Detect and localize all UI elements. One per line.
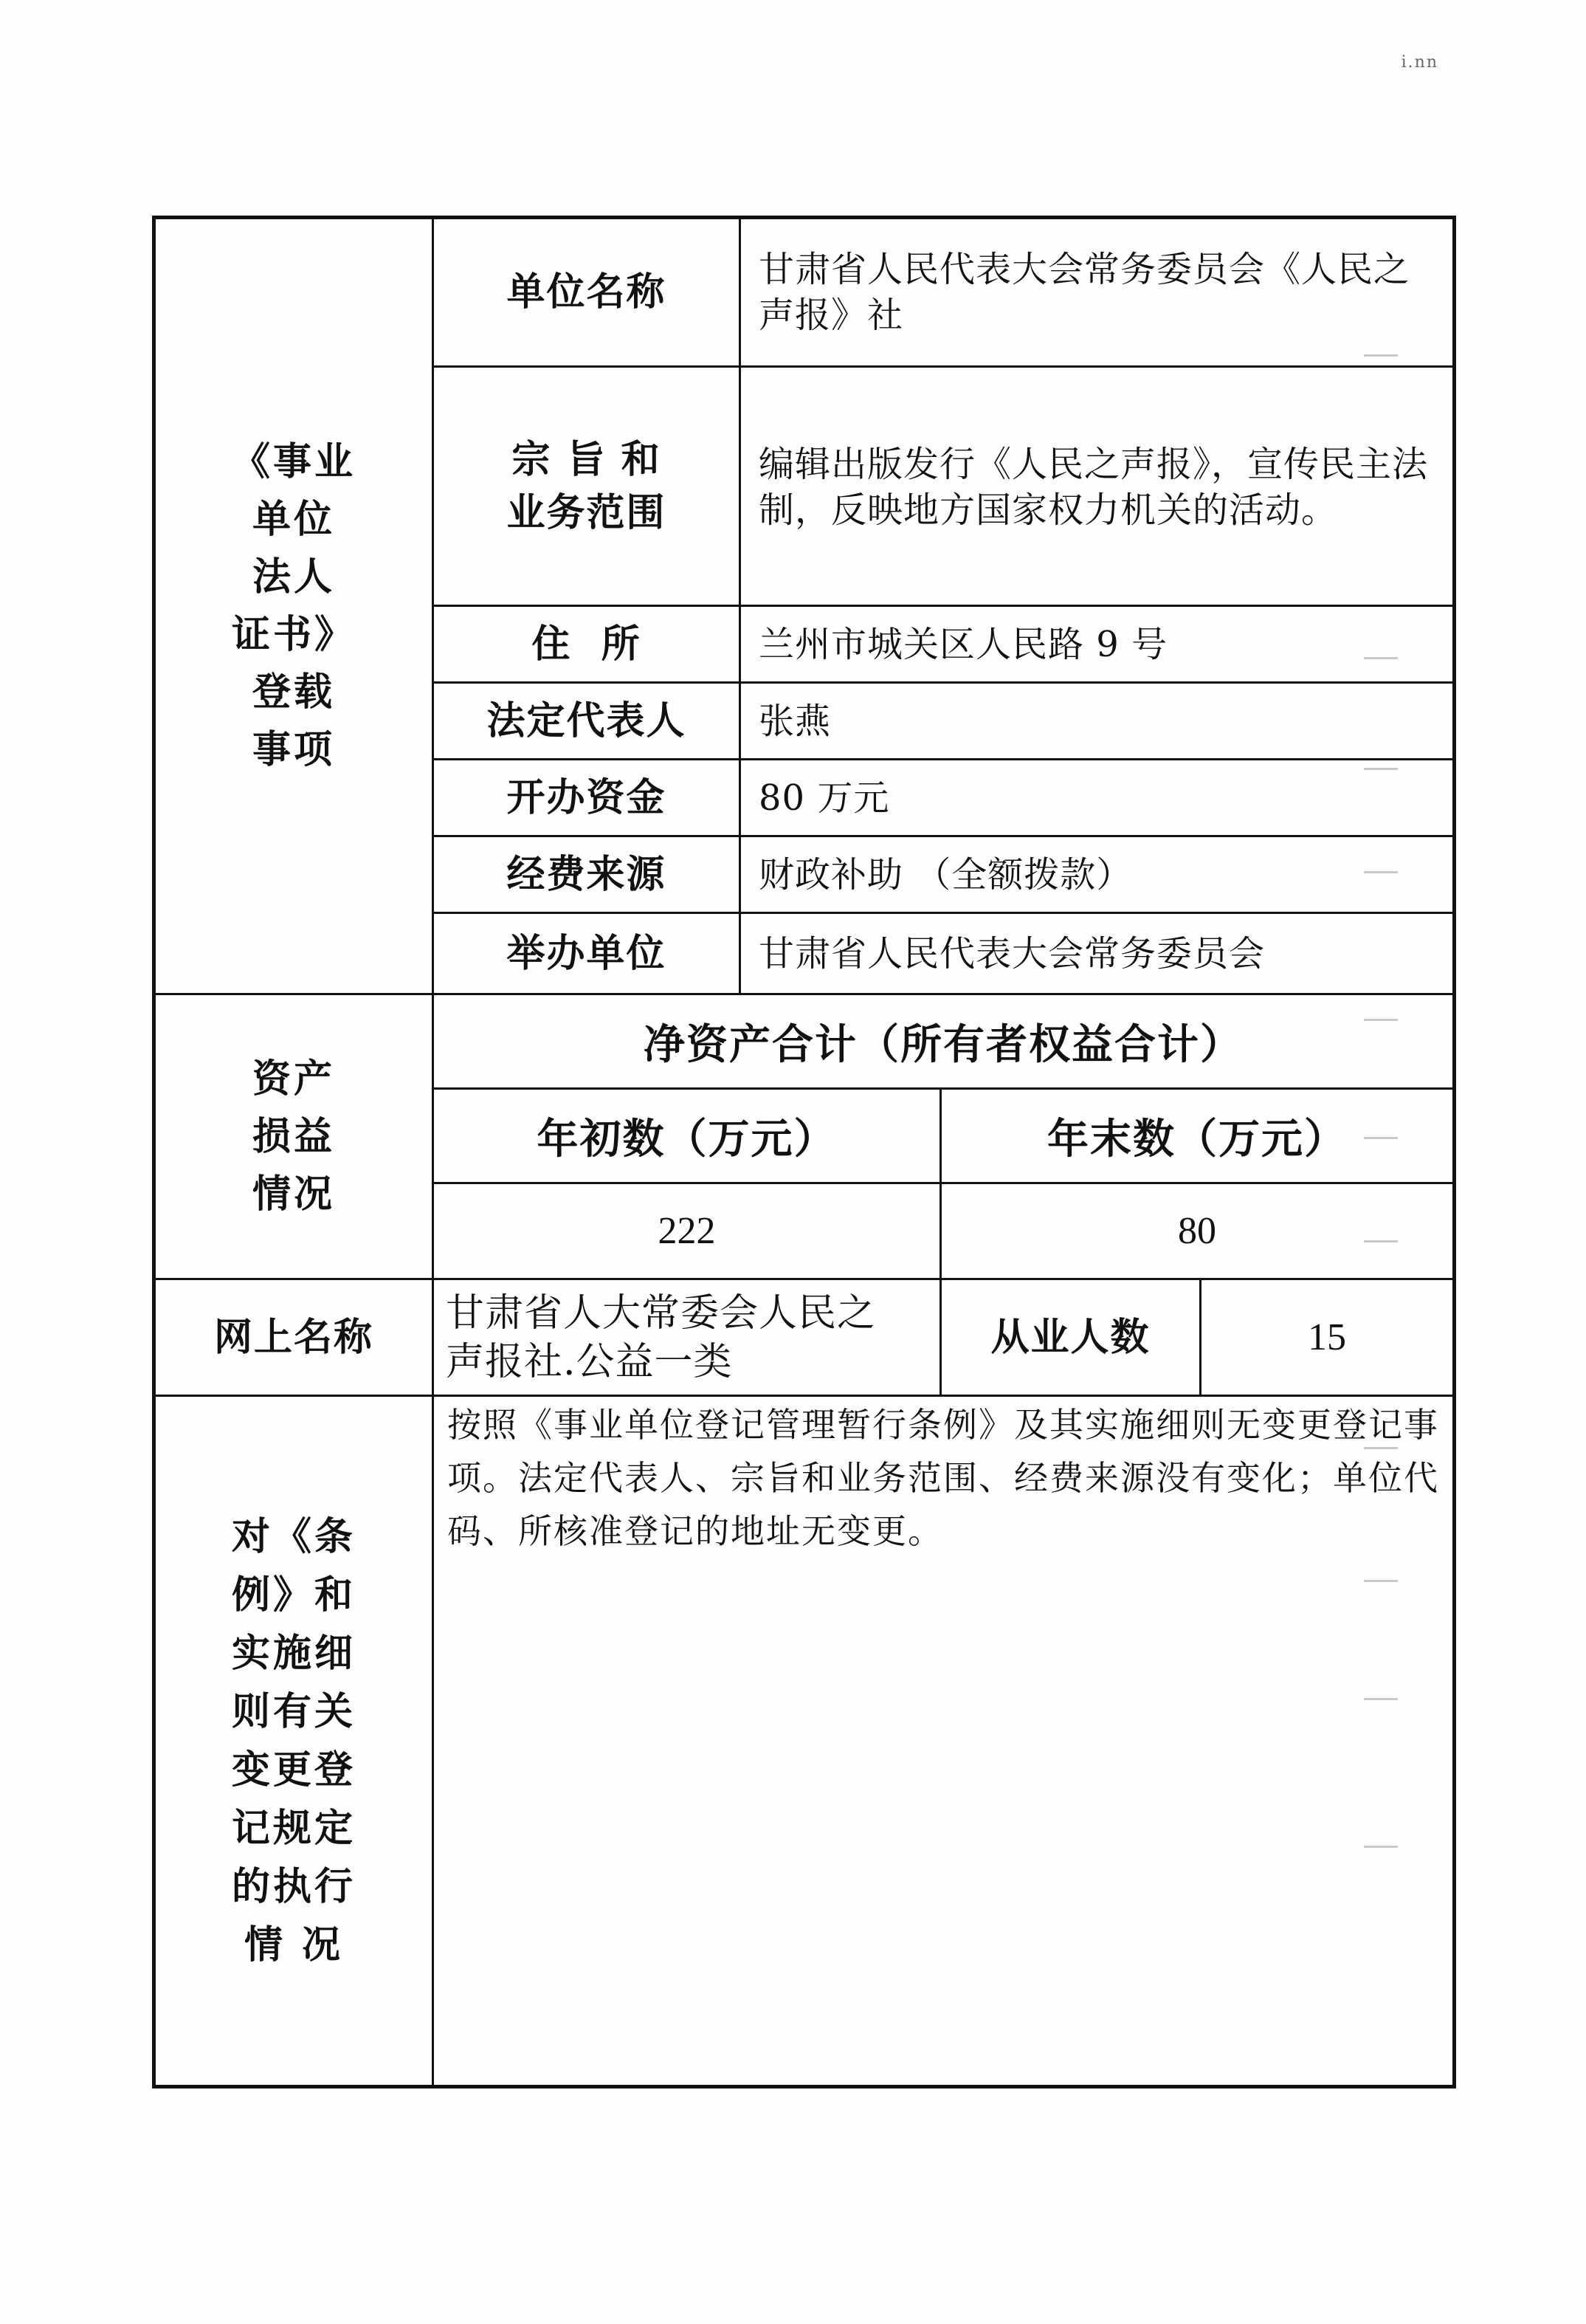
label-address: 住 所 bbox=[433, 606, 740, 683]
label-staff-count: 从业人数 bbox=[941, 1279, 1201, 1396]
row-unit-name bbox=[154, 218, 1455, 367]
value-begin-of-year: 222 bbox=[433, 1183, 941, 1279]
regulation-execution-text: 按照《事业单位登记管理暂行条例》及其实施细则无变更登记事项。法定代表人、宗旨和业务范围、经费来源没有变化；单位代码、所核准登记的地址无变更。 bbox=[433, 1396, 1455, 2087]
label-online-name: 网上名称 bbox=[154, 1279, 433, 1396]
row-regulation-execution bbox=[154, 1396, 1455, 2087]
value-staff-count: 15 bbox=[1201, 1279, 1455, 1396]
value-purpose-scope: 编辑出版发行《人民之声报》，宣传民主法 制，反映地方国家权力机关的活动。 bbox=[740, 367, 1455, 606]
section-certificate-title: 《事业 单位 法人 证书》 登载 事项 bbox=[154, 218, 433, 994]
label-funding-source: 经费来源 bbox=[433, 836, 740, 913]
value-legal-rep: 张燕 bbox=[740, 683, 1455, 760]
col-begin-of-year: 年初数（万元） bbox=[433, 1089, 941, 1183]
value-unit-name: 甘肃省人民代表大会常务委员会《人民之 声报》社 bbox=[740, 218, 1455, 367]
label-legal-rep: 法定代表人 bbox=[433, 683, 740, 760]
value-address: 兰州市城关区人民路 9 号 bbox=[740, 606, 1455, 683]
registration-table bbox=[152, 216, 1456, 2088]
col-end-of-year: 年末数（万元） bbox=[941, 1089, 1455, 1183]
label-unit-name: 单位名称 bbox=[433, 218, 740, 367]
row-online-name bbox=[154, 1279, 1455, 1396]
value-end-of-year: 80 bbox=[941, 1183, 1455, 1279]
corner-mark: i.nn bbox=[1401, 53, 1438, 72]
label-sponsor: 举办单位 bbox=[433, 913, 740, 994]
value-sponsor: 甘肃省人民代表大会常务委员会 bbox=[740, 913, 1455, 994]
section-regulation-title: 对《条 例》和 实施细 则有关 变更登 记规定 的执行 情 况 bbox=[154, 1396, 433, 2087]
row-net-assets-header bbox=[154, 994, 1455, 1089]
net-assets-header: 净资产合计（所有者权益合计） bbox=[433, 994, 1455, 1089]
value-online-name: 甘肃省人大常委会人民之 声报社.公益一类 bbox=[433, 1279, 941, 1396]
value-capital: 80 万元 bbox=[740, 760, 1455, 836]
label-purpose-scope: 宗 旨 和 业务范围 bbox=[433, 367, 740, 606]
value-funding-source: 财政补助 （全额拨款） bbox=[740, 836, 1455, 913]
label-capital: 开办资金 bbox=[433, 760, 740, 836]
section-assets-title: 资产 损益 情况 bbox=[154, 994, 433, 1279]
